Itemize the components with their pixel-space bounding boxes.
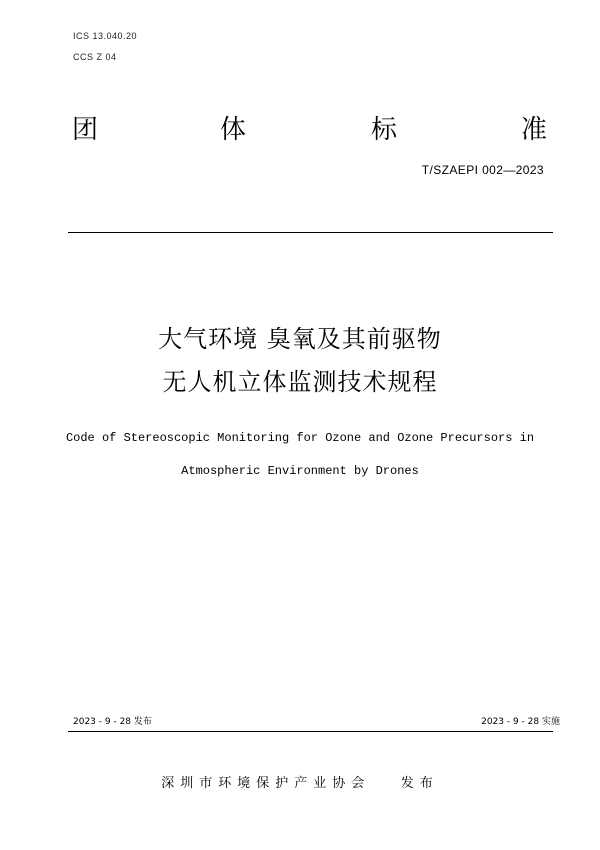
title-cn-line-2: 无人机立体监测技术规程 [162, 368, 438, 396]
standard-number: T/SZAEPI 002—2023 [421, 163, 544, 177]
top-divider [68, 232, 553, 233]
release-date: 2023 - 9 - 28 发布 [73, 717, 152, 727]
issuer-line: 深圳市环境保护产业协会 发布 [161, 776, 439, 791]
title-en-line-2: Atmospheric Environment by Drones [181, 464, 419, 478]
implement-date: 2023 - 9 - 28 实施 [481, 717, 560, 727]
standard-kind-char-2: 体 [220, 115, 247, 145]
standard-kind-char-1: 团 [72, 115, 99, 145]
title-cn-line-1: 大气环境 臭氧及其前驱物 [158, 325, 442, 353]
standard-kind-char-4: 准 [521, 115, 548, 145]
standard-kind-char-3: 标 [371, 115, 398, 145]
ccs-code: CCS Z 04 [73, 52, 117, 62]
title-en-line-1: Code of Stereoscopic Monitoring for Ozone and Ozone Precursors in [65, 431, 535, 445]
ics-code: ICS 13.040.20 [73, 31, 138, 41]
bottom-divider [68, 731, 553, 732]
